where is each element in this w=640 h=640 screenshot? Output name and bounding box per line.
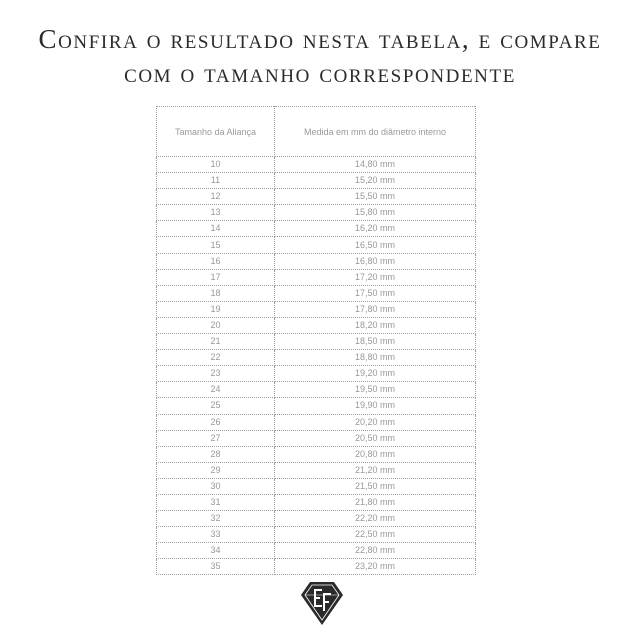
cell-ring-size: 31 <box>157 494 275 510</box>
table-header-row <box>157 107 476 157</box>
cell-ring-size: 23 <box>157 366 275 382</box>
cell-inner-diameter: 15,50 mm <box>275 189 476 205</box>
cell-ring-size: 13 <box>157 205 275 221</box>
cell-ring-size: 16 <box>157 253 275 269</box>
table-row <box>157 366 476 382</box>
cell-ring-size: 21 <box>157 334 275 350</box>
cell-ring-size: 22 <box>157 350 275 366</box>
cell-ring-size: 17 <box>157 269 275 285</box>
cell-inner-diameter: 15,80 mm <box>275 205 476 221</box>
diamond-monogram-logo-icon <box>299 579 345 627</box>
cell-inner-diameter: 14,80 mm <box>275 157 476 173</box>
header-inner-diameter: Medida em mm do diâmetro interno <box>275 107 476 157</box>
cell-inner-diameter: 19,50 mm <box>275 382 476 398</box>
cell-ring-size: 28 <box>157 446 275 462</box>
cell-inner-diameter: 18,80 mm <box>275 350 476 366</box>
table-row <box>157 478 476 494</box>
table-row <box>157 398 476 414</box>
cell-inner-diameter: 20,80 mm <box>275 446 476 462</box>
table-row <box>157 189 476 205</box>
cell-ring-size: 18 <box>157 285 275 301</box>
cell-ring-size: 30 <box>157 478 275 494</box>
heading-line-2: com o tamanho correspondente <box>124 58 516 88</box>
cell-ring-size: 20 <box>157 317 275 333</box>
cell-inner-diameter: 22,80 mm <box>275 543 476 559</box>
cell-inner-diameter: 22,50 mm <box>275 527 476 543</box>
table-row <box>157 511 476 527</box>
ring-size-table <box>156 106 476 575</box>
cell-inner-diameter: 21,80 mm <box>275 494 476 510</box>
table-row <box>157 414 476 430</box>
table-row <box>157 205 476 221</box>
heading-line-1: Confira o resultado nesta tabela, e compare <box>38 24 602 54</box>
table-row <box>157 285 476 301</box>
table-row <box>157 527 476 543</box>
table-row <box>157 253 476 269</box>
cell-inner-diameter: 20,20 mm <box>275 414 476 430</box>
table-row <box>157 462 476 478</box>
cell-inner-diameter: 18,50 mm <box>275 334 476 350</box>
table-row <box>157 157 476 173</box>
table-body <box>157 157 476 575</box>
table-row <box>157 269 476 285</box>
cell-ring-size: 29 <box>157 462 275 478</box>
cell-inner-diameter: 16,80 mm <box>275 253 476 269</box>
table-row <box>157 237 476 253</box>
cell-ring-size: 19 <box>157 301 275 317</box>
cell-inner-diameter: 18,20 mm <box>275 317 476 333</box>
cell-ring-size: 15 <box>157 237 275 253</box>
cell-inner-diameter: 16,50 mm <box>275 237 476 253</box>
table-row <box>157 317 476 333</box>
cell-inner-diameter: 19,20 mm <box>275 366 476 382</box>
cell-inner-diameter: 20,50 mm <box>275 430 476 446</box>
cell-ring-size: 12 <box>157 189 275 205</box>
cell-ring-size: 10 <box>157 157 275 173</box>
cell-inner-diameter: 15,20 mm <box>275 173 476 189</box>
cell-inner-diameter: 16,20 mm <box>275 221 476 237</box>
table-row <box>157 559 476 575</box>
table-row <box>157 301 476 317</box>
cell-ring-size: 25 <box>157 398 275 414</box>
cell-inner-diameter: 17,50 mm <box>275 285 476 301</box>
table-row <box>157 430 476 446</box>
table-row <box>157 334 476 350</box>
table-row <box>157 494 476 510</box>
cell-inner-diameter: 21,50 mm <box>275 478 476 494</box>
cell-ring-size: 35 <box>157 559 275 575</box>
cell-inner-diameter: 21,20 mm <box>275 462 476 478</box>
table-row <box>157 382 476 398</box>
cell-ring-size: 14 <box>157 221 275 237</box>
cell-inner-diameter: 17,80 mm <box>275 301 476 317</box>
cell-ring-size: 34 <box>157 543 275 559</box>
cell-inner-diameter: 17,20 mm <box>275 269 476 285</box>
cell-ring-size: 27 <box>157 430 275 446</box>
table-row <box>157 446 476 462</box>
table-row <box>157 350 476 366</box>
cell-ring-size: 33 <box>157 527 275 543</box>
table-row <box>157 173 476 189</box>
cell-ring-size: 32 <box>157 511 275 527</box>
cell-ring-size: 11 <box>157 173 275 189</box>
cell-inner-diameter: 19,90 mm <box>275 398 476 414</box>
cell-ring-size: 24 <box>157 382 275 398</box>
cell-inner-diameter: 23,20 mm <box>275 559 476 575</box>
page-heading <box>0 22 640 90</box>
cell-inner-diameter: 22,20 mm <box>275 511 476 527</box>
table-row <box>157 221 476 237</box>
table-row <box>157 543 476 559</box>
cell-ring-size: 26 <box>157 414 275 430</box>
header-ring-size: Tamanho da Aliança <box>157 107 275 157</box>
